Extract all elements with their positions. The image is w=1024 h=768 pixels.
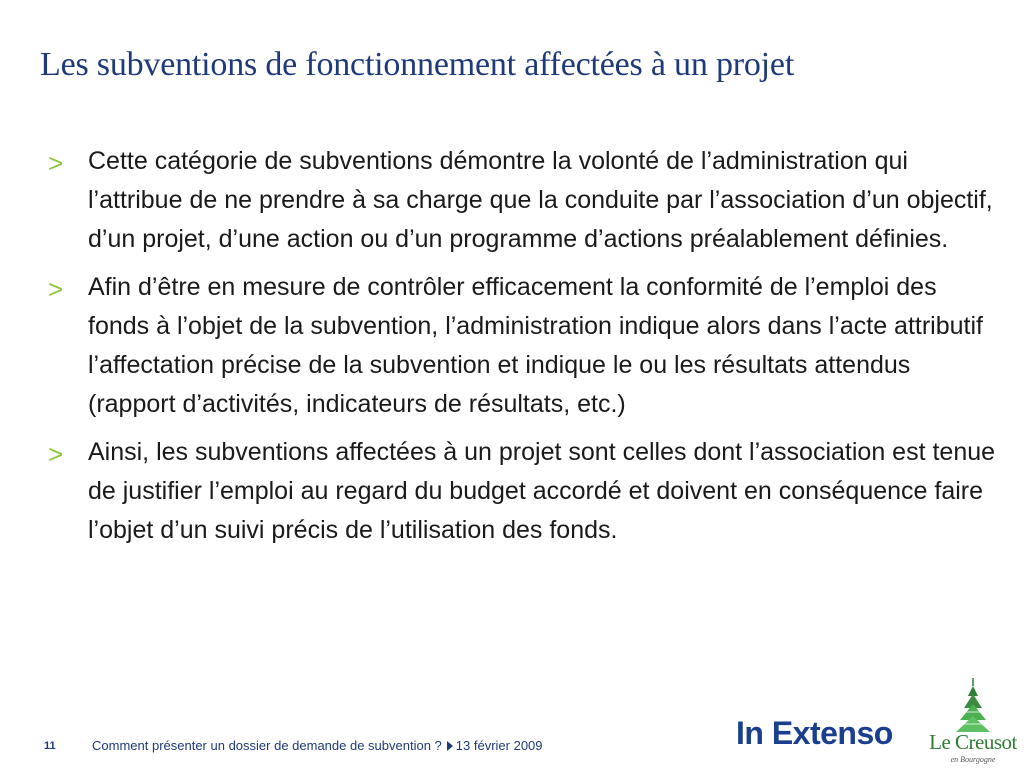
bullet-marker-icon: > [48,148,64,178]
le-creusot-name: Le Creusot [929,730,1017,754]
bullet-text: Afin d’être en mesure de contrôler efficacement la conformité de l’emploi des fonds à l’objet de la subvention, l’administration indique alors dans l’acte attributif l’affectation précise de la subvention et indique le ou les résultats attendus (rapport d’activités, indicateurs de résultats, etc.) [88,273,983,418]
bullet-list [48,142,1008,559]
arrow-right-icon [447,741,453,751]
presentation-title: Comment présenter un dossier de demande de subvention ? [92,738,442,753]
bullet-marker-icon: > [48,439,64,469]
bullet-item [48,142,1008,259]
in-extenso-logo: In Extenso [736,715,893,751]
slide-title: Les subventions de fonctionnement affectées à un projet [40,46,795,83]
bullet-item [48,268,1008,424]
le-creusot-subtitle: en Bourgogne [950,755,996,764]
bullet-text: Ainsi, les subventions affectées à un projet sont celles dont l’association est tenue de justifier l’emploi au regard du budget accordé et doivent en conséquence faire l’objet d’un suivi précis de l’utilisation des fonds. [88,438,996,544]
tower-icon [928,676,1018,736]
le-creusot-logo [928,676,1018,768]
page-number: 11 [44,740,56,752]
footer-caption [92,738,543,753]
presentation-date: 13 février 2009 [455,738,543,753]
bullet-marker-icon: > [48,274,64,304]
bullet-item [48,433,1008,550]
bullet-text: Cette catégorie de subventions démontre la volonté de l’administration qui l’attribue de ne prendre à sa charge que la conduite par l’association d’un objectif, d’un projet, d’une action ou d’un programme d’actions préalablement définies. [88,147,993,253]
